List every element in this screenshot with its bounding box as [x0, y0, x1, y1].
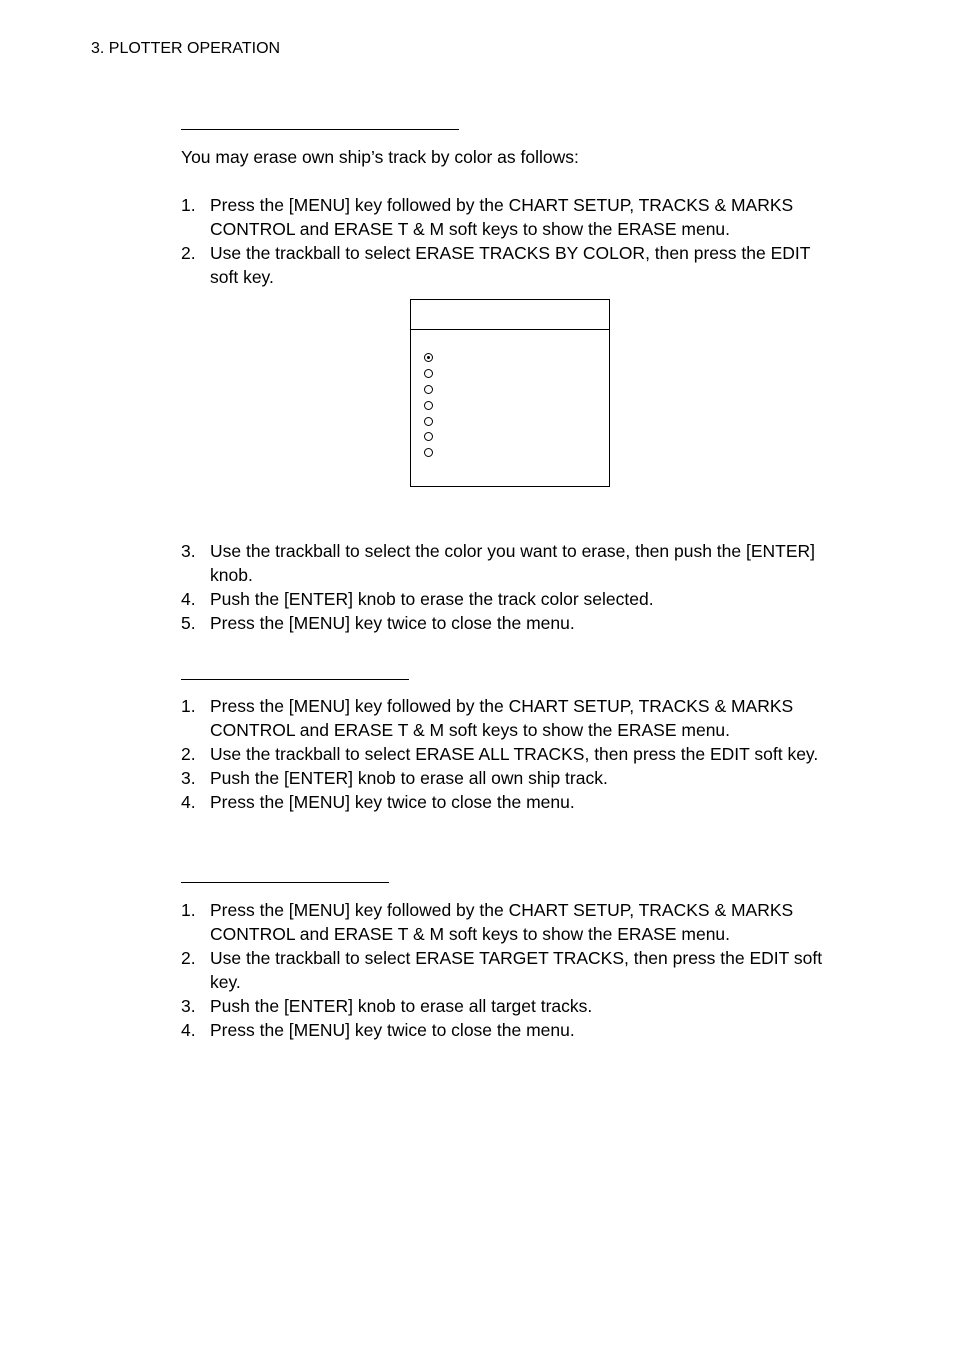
- step-text: Press the [MENU] key followed by the CHART SETUP, TRACKS & MARKS CONTROL and ERASE T & M soft keys to show the ERASE menu.: [210, 900, 794, 944]
- radio-button[interactable]: [424, 417, 433, 426]
- steps-list-erase-by-color-part-2: [181, 539, 841, 635]
- radio-button[interactable]: [424, 401, 433, 410]
- list-item: [181, 241, 841, 289]
- list-item: [181, 539, 841, 587]
- step-text: Push the [ENTER] knob to erase the track color selected.: [210, 589, 654, 609]
- step-number: 1.: [181, 195, 196, 215]
- steps-list-erase-by-color-part-1: [181, 193, 841, 289]
- list-item: [181, 742, 841, 766]
- list-item: [181, 193, 841, 241]
- section-heading-rule-erase-by-color: [181, 129, 459, 130]
- intro-paragraph: You may erase own ship’s track by color as follows:: [181, 147, 579, 167]
- step-text: Press the [MENU] key twice to close the menu.: [210, 613, 575, 633]
- step-number: 4.: [181, 792, 196, 812]
- step-text: Push the [ENTER] knob to erase all target tracks.: [210, 996, 593, 1016]
- radio-button[interactable]: [424, 448, 433, 457]
- step-text: Use the trackball to select ERASE ALL TRACKS, then press the EDIT soft key.: [210, 744, 819, 764]
- step-text: Press the [MENU] key twice to close the menu.: [210, 792, 575, 812]
- list-item: [181, 790, 841, 814]
- list-item: [181, 611, 841, 635]
- step-number: 1.: [181, 696, 196, 716]
- steps-list-erase-target: [181, 898, 841, 1042]
- radio-button[interactable]: [424, 385, 433, 394]
- step-text: Use the trackball to select ERASE TRACKS BY COLOR, then press the EDIT soft key.: [210, 243, 811, 287]
- radio-button[interactable]: [424, 432, 433, 441]
- list-item: [181, 946, 841, 994]
- step-text: Press the [MENU] key followed by the CHART SETUP, TRACKS & MARKS CONTROL and ERASE T & M soft keys to show the ERASE menu.: [210, 195, 794, 239]
- step-text: Use the trackball to select ERASE TARGET TRACKS, then press the EDIT soft key.: [210, 948, 823, 992]
- step-number: 4.: [181, 1020, 196, 1040]
- running-header: 3. PLOTTER OPERATION: [91, 40, 281, 57]
- erase-menu-illustration: [410, 299, 610, 487]
- step-number: 2.: [181, 948, 196, 968]
- step-text: Use the trackball to select the color you want to erase, then push the [ENTER] knob.: [210, 541, 816, 585]
- list-item: [181, 1018, 841, 1042]
- list-item: [181, 587, 841, 611]
- step-number: 3.: [181, 768, 196, 788]
- section-heading-rule-erase-all: [181, 679, 409, 680]
- list-item: [181, 898, 841, 946]
- steps-list-erase-all: [181, 694, 841, 814]
- list-item: [181, 994, 841, 1018]
- list-item: [181, 694, 841, 742]
- step-number: 4.: [181, 589, 196, 609]
- section-heading-rule-erase-target: [181, 882, 389, 883]
- menu-title-bar: [411, 300, 609, 330]
- list-item: [181, 766, 841, 790]
- radio-button[interactable]: [424, 369, 433, 378]
- step-number: 1.: [181, 900, 196, 920]
- step-text: Push the [ENTER] knob to erase all own ship track.: [210, 768, 608, 788]
- step-number: 2.: [181, 744, 196, 764]
- step-number: 2.: [181, 243, 196, 263]
- step-number: 5.: [181, 613, 196, 633]
- step-number: 3.: [181, 996, 196, 1016]
- step-text: Press the [MENU] key twice to close the menu.: [210, 1020, 575, 1040]
- step-text: Press the [MENU] key followed by the CHART SETUP, TRACKS & MARKS CONTROL and ERASE T & M soft keys to show the ERASE menu.: [210, 696, 794, 740]
- step-number: 3.: [181, 541, 196, 561]
- radio-button-selected[interactable]: [424, 353, 433, 362]
